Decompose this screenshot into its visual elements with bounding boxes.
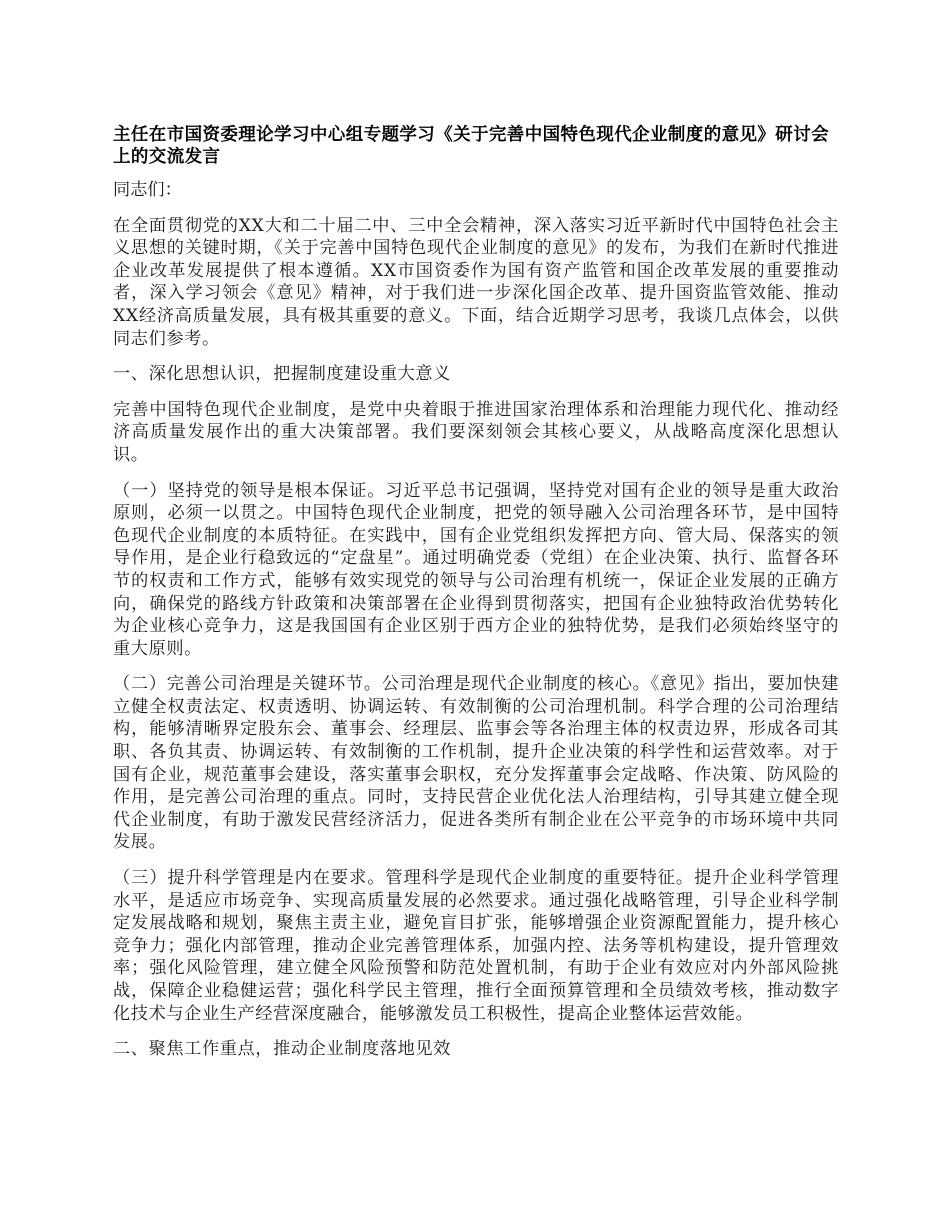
section-heading-1: 一、深化思想认识，把握制度建设重大意义 <box>113 364 451 385</box>
intro-paragraph: 在全面贯彻党的XX大和二十届二中、三中全会精神，深入落实习近平新时代中国特色社会主义思想的关键时期，《关于完善中国特色现代企业制度的意见》的发布，为我们在新时代推进企业改革发展提供了根本遵循。XX市国资委作为国有资产监管和国企改革发展的重要推动者，深入学习领会《意见》精神，对于我们进一步深化国企改革、提升国资监管效能、推动XX经济高质量发展，具有极其重要的意义。下面，结合近期学习思考，我谈几点体会，以供同志们参考。 <box>113 215 839 349</box>
section-1-paragraph: （二）完善公司治理是关键环节。公司治理是现代企业制度的核心。《意见》指出，要加快建立健全权责法定、权责透明、协调运转、有效制衡的公司治理机制。科学合理的公司治理结构，能够清晰界定股东会、董事会、经理层、监事会等各治理主体的权责边界，形成各司其职、各负其责、协调运转、有效制衡的工作机制，提升企业决策的科学性和运营效率。对于国有企业，规范董事会建设，落实董事会职权，充分发挥董事会定战略、作决策、防风险的作用，是完善公司治理的重点。同时，支持民营企业优化法人治理结构，引导其建立健全现代企业制度，有助于激发民营经济活力，促进各类所有制企业在公平竞争的市场环境中共同发展。 <box>113 674 839 853</box>
document-title: 主任在市国资委理论学习中心组专题学习《关于完善中国特色现代企业制度的意见》研讨会上的交流发言 <box>113 125 829 167</box>
section-heading-2: 二、聚焦工作重点，推动企业制度落地见效 <box>113 1039 451 1060</box>
section-1-paragraph: （一）坚持党的领导是根本保证。习近平总书记强调，坚持党对国有企业的领导是重大政治原则，必须一以贯之。中国特色现代企业制度，把党的领导融入公司治理各环节，是中国特色现代企业制度的本质特征。在实践中，国有企业党组织发挥把方向、管大局、保落实的领导作用，是企业行稳致远的“定盘星”。通过明确党委（党组）在企业决策、执行、监督各环节的权责和工作方式，能够有效实现党的领导与公司治理有机统一，保证企业发展的正确方向，确保党的路线方针政策和决策部署在企业得到贯彻落实，把国有企业独特政治优势转化为企业核心竞争力，这是我国国有企业区别于西方企业的独特优势，是我们必须始终坚守的重大原则。 <box>113 480 839 659</box>
section-1-paragraph: 完善中国特色现代企业制度，是党中央着眼于推进国家治理体系和治理能力现代化、推动经济高质量发展作出的重大决策部署。我们要深刻领会其核心要义，从战略高度深化思想认识。 <box>113 399 839 465</box>
salutation: 同志们： <box>113 180 182 200</box>
section-1-paragraph: （三）提升科学管理是内在要求。管理科学是现代企业制度的重要特征。提升企业科学管理水平，是适应市场竞争、实现高质量发展的必然要求。通过强化战略管理，引导企业科学制定发展战略和规划，聚焦主责主业，避免盲目扩张，能够增强企业资源配置能力，提升核心竞争力；强化内部管理，推动企业完善管理体系，加强内控、法务等机构建设，提升管理效率；强化风险管理，建立健全风险预警和防范处置机制，有助于企业有效应对内外部风险挑战，保障企业稳健运营；强化科学民主管理，推行全面预算管理和全员绩效考核，推动数字化技术与企业生产经营深度融合，能够激发员工积极性，提高企业整体运营效能。 <box>113 868 839 1024</box>
document-page <box>113 124 839 1074</box>
